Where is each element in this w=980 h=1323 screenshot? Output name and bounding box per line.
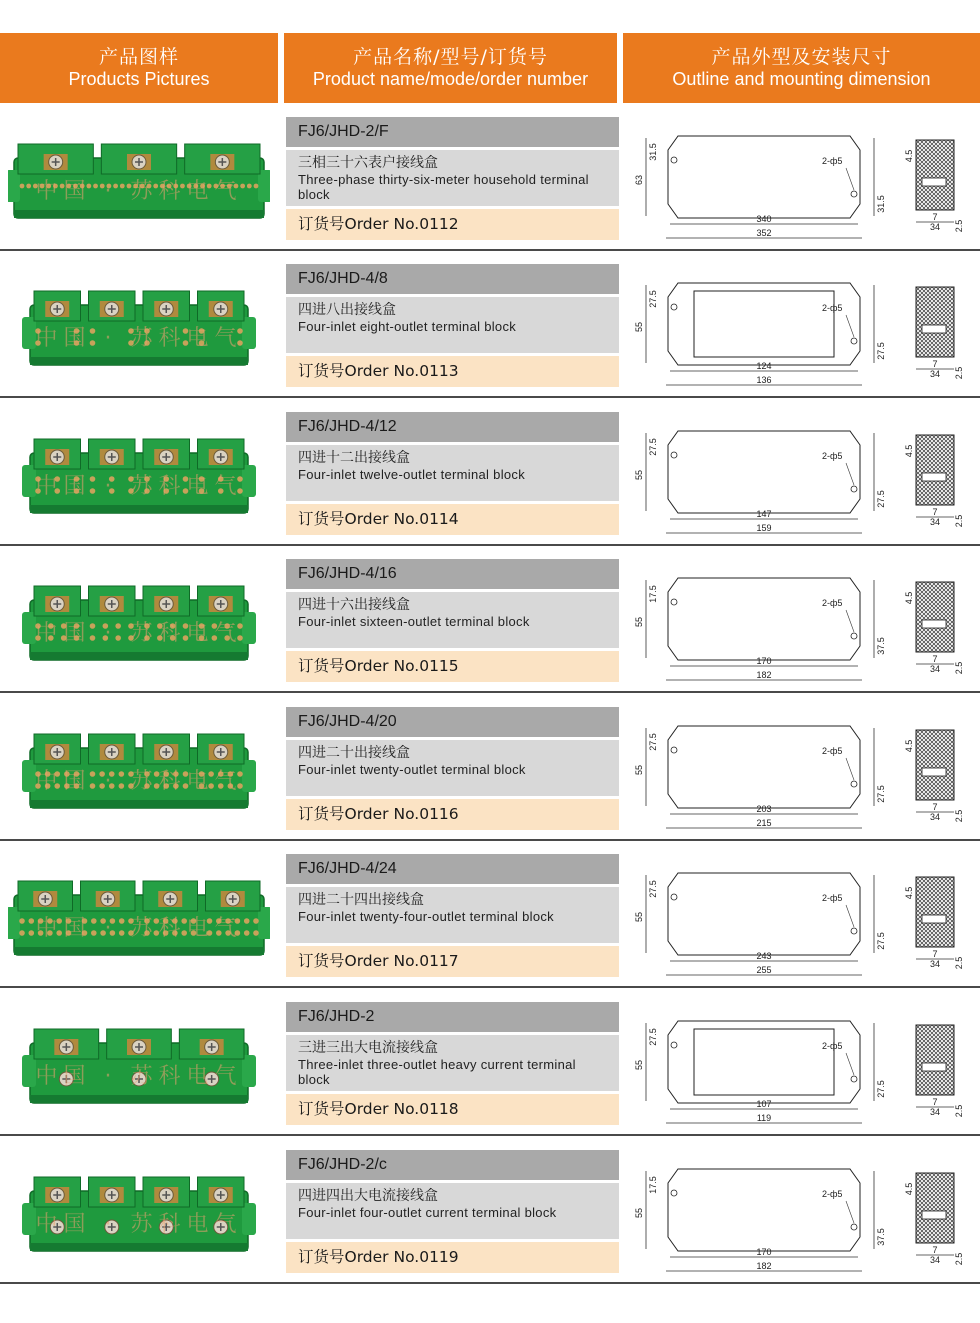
dim-slot: 7 xyxy=(932,802,938,812)
side-view-slot xyxy=(922,473,946,481)
product-description xyxy=(286,592,619,648)
dim-top: 31.5 xyxy=(648,143,658,161)
mounting-hole xyxy=(671,599,677,605)
dim-inner-width: 170 xyxy=(756,1247,772,1257)
product-model: FJ6/JHD-4/24 xyxy=(286,854,619,884)
dim-depth: 34 xyxy=(929,959,941,969)
product-row xyxy=(0,841,980,988)
dim-side: 27.5 xyxy=(876,1080,886,1098)
side-view-slot xyxy=(922,1063,946,1071)
leader-line xyxy=(846,1201,854,1223)
order-number: 订货号Order No.0114 xyxy=(286,504,619,535)
product-photo xyxy=(8,855,270,975)
product-description xyxy=(286,1183,619,1239)
inner-body xyxy=(694,291,834,357)
watermark-text: 中国 · 苏科电气 xyxy=(35,769,243,794)
outlet-screw xyxy=(254,184,259,189)
outline-plate xyxy=(668,873,860,955)
row-divider xyxy=(0,396,980,398)
dim-inner-width: 203 xyxy=(756,804,772,814)
mounting-ear xyxy=(22,1055,36,1087)
dim-step: 4.5 xyxy=(904,1182,914,1196)
header-name-zh: 产品名称/型号/订货号 xyxy=(353,46,548,68)
dim-hole: 2-ф5 xyxy=(822,303,843,313)
dim-depth: 34 xyxy=(929,664,941,674)
mounting-ear xyxy=(242,1055,256,1087)
product-model: FJ6/JHD-4/20 xyxy=(286,707,619,737)
side-view-block xyxy=(916,877,954,947)
side-view-slot xyxy=(922,915,946,923)
mounting-ear xyxy=(242,465,256,497)
order-number: 订货号Order No.0113 xyxy=(286,356,619,387)
order-number: 订货号Order No.0115 xyxy=(286,651,619,682)
dim-height: 55 xyxy=(634,469,644,481)
order-number: 订货号Order No.0119 xyxy=(286,1242,619,1273)
dim-side: 37.5 xyxy=(876,637,886,655)
mounting-ear xyxy=(258,907,270,939)
side-view-slot xyxy=(922,1211,946,1219)
outlet-screw xyxy=(19,918,25,924)
outline-plate xyxy=(668,578,860,660)
product-name-en: Four-inlet four-outlet current terminal block xyxy=(298,1205,557,1220)
dim-edge: 2.5 xyxy=(954,514,964,528)
dimension-drawing xyxy=(628,993,980,1133)
product-photo xyxy=(8,1003,270,1123)
dimension-drawing xyxy=(628,255,980,395)
dim-outer-width: 119 xyxy=(756,1113,772,1123)
watermark-text: 中国 · 苏科电气 xyxy=(35,1064,243,1089)
order-number: 订货号Order No.0112 xyxy=(286,209,619,240)
dim-outer-width: 255 xyxy=(756,965,772,975)
dim-depth: 34 xyxy=(929,222,941,232)
outlet-screw xyxy=(29,930,35,936)
base-shadow xyxy=(14,947,264,955)
header-dimensions-zh: 产品外型及安装尺寸 xyxy=(711,46,892,68)
mounting-hole xyxy=(671,452,677,458)
dim-depth: 34 xyxy=(929,1255,941,1265)
outline-plate xyxy=(668,1021,860,1103)
dim-inner-width: 107 xyxy=(756,1099,772,1109)
side-view-slot xyxy=(922,178,946,186)
base-shadow xyxy=(30,800,248,808)
product-name-zh: 四进十二出接线盒 xyxy=(298,450,410,466)
outlet-screw xyxy=(29,918,35,924)
product-photo xyxy=(8,708,270,828)
dim-height: 55 xyxy=(634,764,644,776)
product-description xyxy=(286,150,619,206)
mounting-ear xyxy=(242,317,256,349)
side-view-block xyxy=(916,582,954,652)
mounting-hole xyxy=(851,928,857,934)
dim-step: 4.5 xyxy=(904,444,914,458)
dim-edge: 2.5 xyxy=(954,1252,964,1266)
mounting-ear xyxy=(242,760,256,792)
leader-line xyxy=(846,758,854,780)
product-photo xyxy=(8,1151,270,1271)
outline-plate xyxy=(668,283,860,365)
outline-plate xyxy=(668,136,860,218)
outlet-screw xyxy=(20,184,25,189)
dimension-drawing xyxy=(628,1141,980,1281)
dim-slot: 7 xyxy=(932,1245,938,1255)
mounting-hole xyxy=(671,157,677,163)
header-name-model-order xyxy=(284,33,617,103)
outlet-screw xyxy=(244,930,250,936)
dim-height: 55 xyxy=(634,1059,644,1071)
dim-inner-width: 340 xyxy=(756,214,772,224)
dim-height: 63 xyxy=(634,174,644,186)
product-description xyxy=(286,887,619,943)
dim-outer-width: 182 xyxy=(756,670,772,680)
dim-outer-width: 215 xyxy=(756,818,772,828)
dim-inner-width: 243 xyxy=(756,951,772,961)
table-header xyxy=(0,33,980,103)
dim-depth: 34 xyxy=(929,369,941,379)
dimension-drawing xyxy=(628,403,980,543)
leader-line xyxy=(846,168,854,190)
header-pictures-zh: 产品图样 xyxy=(98,46,179,68)
product-row xyxy=(0,399,980,546)
header-pictures xyxy=(0,33,278,103)
mounting-ear xyxy=(22,317,36,349)
outlet-screw xyxy=(26,184,31,189)
dim-top: 27.5 xyxy=(648,1028,658,1046)
side-view-block xyxy=(916,435,954,505)
mounting-ear xyxy=(8,907,20,939)
product-description xyxy=(286,740,619,796)
dim-hole: 2-ф5 xyxy=(822,893,843,903)
watermark-text: 中国 · 苏科电气 xyxy=(35,474,243,499)
mounting-hole xyxy=(671,1042,677,1048)
side-view-block xyxy=(916,140,954,210)
order-number: 订货号Order No.0117 xyxy=(286,946,619,977)
product-name-en: Four-inlet twenty-four-outlet terminal block xyxy=(298,909,554,924)
dim-height: 55 xyxy=(634,911,644,923)
order-number: 订货号Order No.0118 xyxy=(286,1094,619,1125)
base-shadow xyxy=(30,357,248,365)
dim-slot: 7 xyxy=(932,1097,938,1107)
dim-inner-width: 147 xyxy=(756,509,772,519)
dim-inner-width: 124 xyxy=(756,361,772,371)
mounting-ear xyxy=(8,170,20,202)
dim-edge: 2.5 xyxy=(954,1104,964,1118)
dim-height: 55 xyxy=(634,1207,644,1219)
mounting-hole xyxy=(851,486,857,492)
dim-step: 4.5 xyxy=(904,149,914,163)
product-name-en: Three-inlet three-outlet heavy current terminal block xyxy=(298,1057,576,1087)
side-view-block xyxy=(916,1173,954,1243)
product-model: FJ6/JHD-2 xyxy=(286,1002,619,1032)
mounting-ear xyxy=(22,1203,36,1235)
product-name-en: Four-inlet twelve-outlet terminal block xyxy=(298,467,526,482)
dim-edge: 2.5 xyxy=(954,366,964,380)
product-name-zh: 四进八出接线盒 xyxy=(298,302,396,318)
side-view-block xyxy=(916,730,954,800)
dim-side: 31.5 xyxy=(876,195,886,213)
mounting-ear xyxy=(242,612,256,644)
watermark-text: 中国 · 苏科电气 xyxy=(35,916,243,941)
inner-body xyxy=(694,1029,834,1095)
dim-depth: 34 xyxy=(929,1107,941,1117)
dim-top: 17.5 xyxy=(648,585,658,603)
dim-outer-width: 182 xyxy=(756,1261,772,1271)
dim-top: 27.5 xyxy=(648,290,658,308)
product-row xyxy=(0,694,980,841)
product-name-zh: 四进二十四出接线盒 xyxy=(298,892,424,908)
side-view-block xyxy=(916,287,954,357)
leader-line xyxy=(846,463,854,485)
dim-top: 27.5 xyxy=(648,733,658,751)
mounting-hole xyxy=(851,1076,857,1082)
row-divider xyxy=(0,1134,980,1136)
mounting-ear xyxy=(22,465,36,497)
dim-hole: 2-ф5 xyxy=(822,1189,843,1199)
mounting-hole xyxy=(851,781,857,787)
dim-edge: 2.5 xyxy=(954,661,964,675)
product-name-zh: 四进二十出接线盒 xyxy=(298,745,410,761)
base-shadow xyxy=(30,1095,248,1103)
dim-step: 4.5 xyxy=(904,591,914,605)
outlet-screw xyxy=(244,918,250,924)
product-name-zh: 四进四出大电流接线盒 xyxy=(298,1188,438,1204)
watermark-text: 中国 · 苏科电气 xyxy=(35,1212,243,1237)
mounting-hole xyxy=(851,633,857,639)
side-view-block xyxy=(916,1025,954,1095)
row-divider xyxy=(0,986,980,988)
header-dimensions-en: Outline and mounting dimension xyxy=(672,69,931,89)
row-divider xyxy=(0,691,980,693)
dim-top: 17.5 xyxy=(648,1176,658,1194)
side-view-slot xyxy=(922,325,946,333)
dim-edge: 2.5 xyxy=(954,956,964,970)
leader-line xyxy=(846,1053,854,1075)
dim-side: 27.5 xyxy=(876,932,886,950)
product-name-zh: 三进三出大电流接线盒 xyxy=(298,1040,438,1056)
product-photo xyxy=(8,118,270,238)
product-model: FJ6/JHD-4/16 xyxy=(286,559,619,589)
outline-plate xyxy=(668,726,860,808)
base-shadow xyxy=(14,210,264,218)
dim-side: 27.5 xyxy=(876,342,886,360)
mounting-hole xyxy=(671,1190,677,1196)
dim-outer-width: 136 xyxy=(756,375,772,385)
dim-depth: 34 xyxy=(929,517,941,527)
mounting-hole xyxy=(671,304,677,310)
product-description xyxy=(286,297,619,353)
product-model: FJ6/JHD-2/F xyxy=(286,117,619,147)
outlet-screw xyxy=(247,184,252,189)
mounting-ear xyxy=(22,612,36,644)
base-shadow xyxy=(30,1243,248,1251)
dim-depth: 34 xyxy=(929,812,941,822)
dimension-drawing xyxy=(628,550,980,690)
product-model: FJ6/JHD-2/c xyxy=(286,1150,619,1180)
dim-inner-width: 170 xyxy=(756,656,772,666)
dim-slot: 7 xyxy=(932,949,938,959)
dim-edge: 2.5 xyxy=(954,809,964,823)
product-name-en: Four-inlet sixteen-outlet terminal block xyxy=(298,614,530,629)
mounting-ear xyxy=(242,1203,256,1235)
dimension-drawing xyxy=(628,698,980,838)
watermark-text: 中国 · 苏科电气 xyxy=(35,326,243,351)
dimension-drawing xyxy=(628,845,980,985)
dim-hole: 2-ф5 xyxy=(822,156,843,166)
product-name-en: Three-phase thirty-six-meter household terminal block xyxy=(298,172,589,202)
outlet-screw xyxy=(253,918,259,924)
dim-hole: 2-ф5 xyxy=(822,746,843,756)
leader-line xyxy=(846,905,854,927)
dim-side: 27.5 xyxy=(876,490,886,508)
dim-height: 55 xyxy=(634,321,644,333)
product-row xyxy=(0,989,980,1136)
product-row xyxy=(0,104,980,251)
outline-plate xyxy=(668,431,860,513)
dim-hole: 2-ф5 xyxy=(822,598,843,608)
mounting-hole xyxy=(851,1224,857,1230)
dim-side: 27.5 xyxy=(876,785,886,803)
product-name-en: Four-inlet eight-outlet terminal block xyxy=(298,319,517,334)
watermark-text: 中国 · 苏科电气 xyxy=(35,179,243,204)
side-view-slot xyxy=(922,768,946,776)
dim-hole: 2-ф5 xyxy=(822,1041,843,1051)
product-model: FJ6/JHD-4/8 xyxy=(286,264,619,294)
product-model: FJ6/JHD-4/12 xyxy=(286,412,619,442)
header-name-en: Product name/mode/order number xyxy=(312,69,589,89)
outline-plate xyxy=(668,1169,860,1251)
outlet-screw xyxy=(253,930,259,936)
leader-line xyxy=(846,315,854,337)
row-divider xyxy=(0,1282,980,1284)
product-name-zh: 四进十六出接线盒 xyxy=(298,597,410,613)
dim-height: 55 xyxy=(634,616,644,628)
mounting-hole xyxy=(671,894,677,900)
dim-slot: 7 xyxy=(932,359,938,369)
mounting-ear xyxy=(258,170,270,202)
dim-side: 37.5 xyxy=(876,1228,886,1246)
product-description xyxy=(286,1035,619,1091)
base-shadow xyxy=(30,652,248,660)
mounting-hole xyxy=(851,338,857,344)
dim-outer-width: 352 xyxy=(756,228,772,238)
dimension-drawing xyxy=(628,108,980,248)
product-row xyxy=(0,1137,980,1284)
mounting-hole xyxy=(671,747,677,753)
product-photo xyxy=(8,265,270,385)
leader-line xyxy=(846,610,854,632)
product-name-zh: 三相三十六表户接线盒 xyxy=(298,155,438,171)
dim-top: 27.5 xyxy=(648,880,658,898)
product-name-en: Four-inlet twenty-outlet terminal block xyxy=(298,762,526,777)
dim-outer-width: 159 xyxy=(756,523,772,533)
header-dimensions xyxy=(623,33,980,103)
base-shadow xyxy=(30,505,248,513)
dim-hole: 2-ф5 xyxy=(822,451,843,461)
outlet-screw xyxy=(19,930,25,936)
product-photo xyxy=(8,560,270,680)
product-row xyxy=(0,251,980,398)
dim-step: 4.5 xyxy=(904,886,914,900)
mounting-hole xyxy=(851,191,857,197)
dim-slot: 7 xyxy=(932,212,938,222)
dim-top: 27.5 xyxy=(648,438,658,456)
dim-slot: 7 xyxy=(932,507,938,517)
product-row xyxy=(0,546,980,693)
watermark-text: 中国 · 苏科电气 xyxy=(35,621,243,646)
side-view-slot xyxy=(922,620,946,628)
dim-edge: 2.5 xyxy=(954,219,964,233)
mounting-ear xyxy=(22,760,36,792)
dim-slot: 7 xyxy=(932,654,938,664)
product-description xyxy=(286,445,619,501)
order-number: 订货号Order No.0116 xyxy=(286,799,619,830)
dim-step: 4.5 xyxy=(904,739,914,753)
product-photo xyxy=(8,413,270,533)
header-pictures-en: Products Pictures xyxy=(68,69,210,89)
